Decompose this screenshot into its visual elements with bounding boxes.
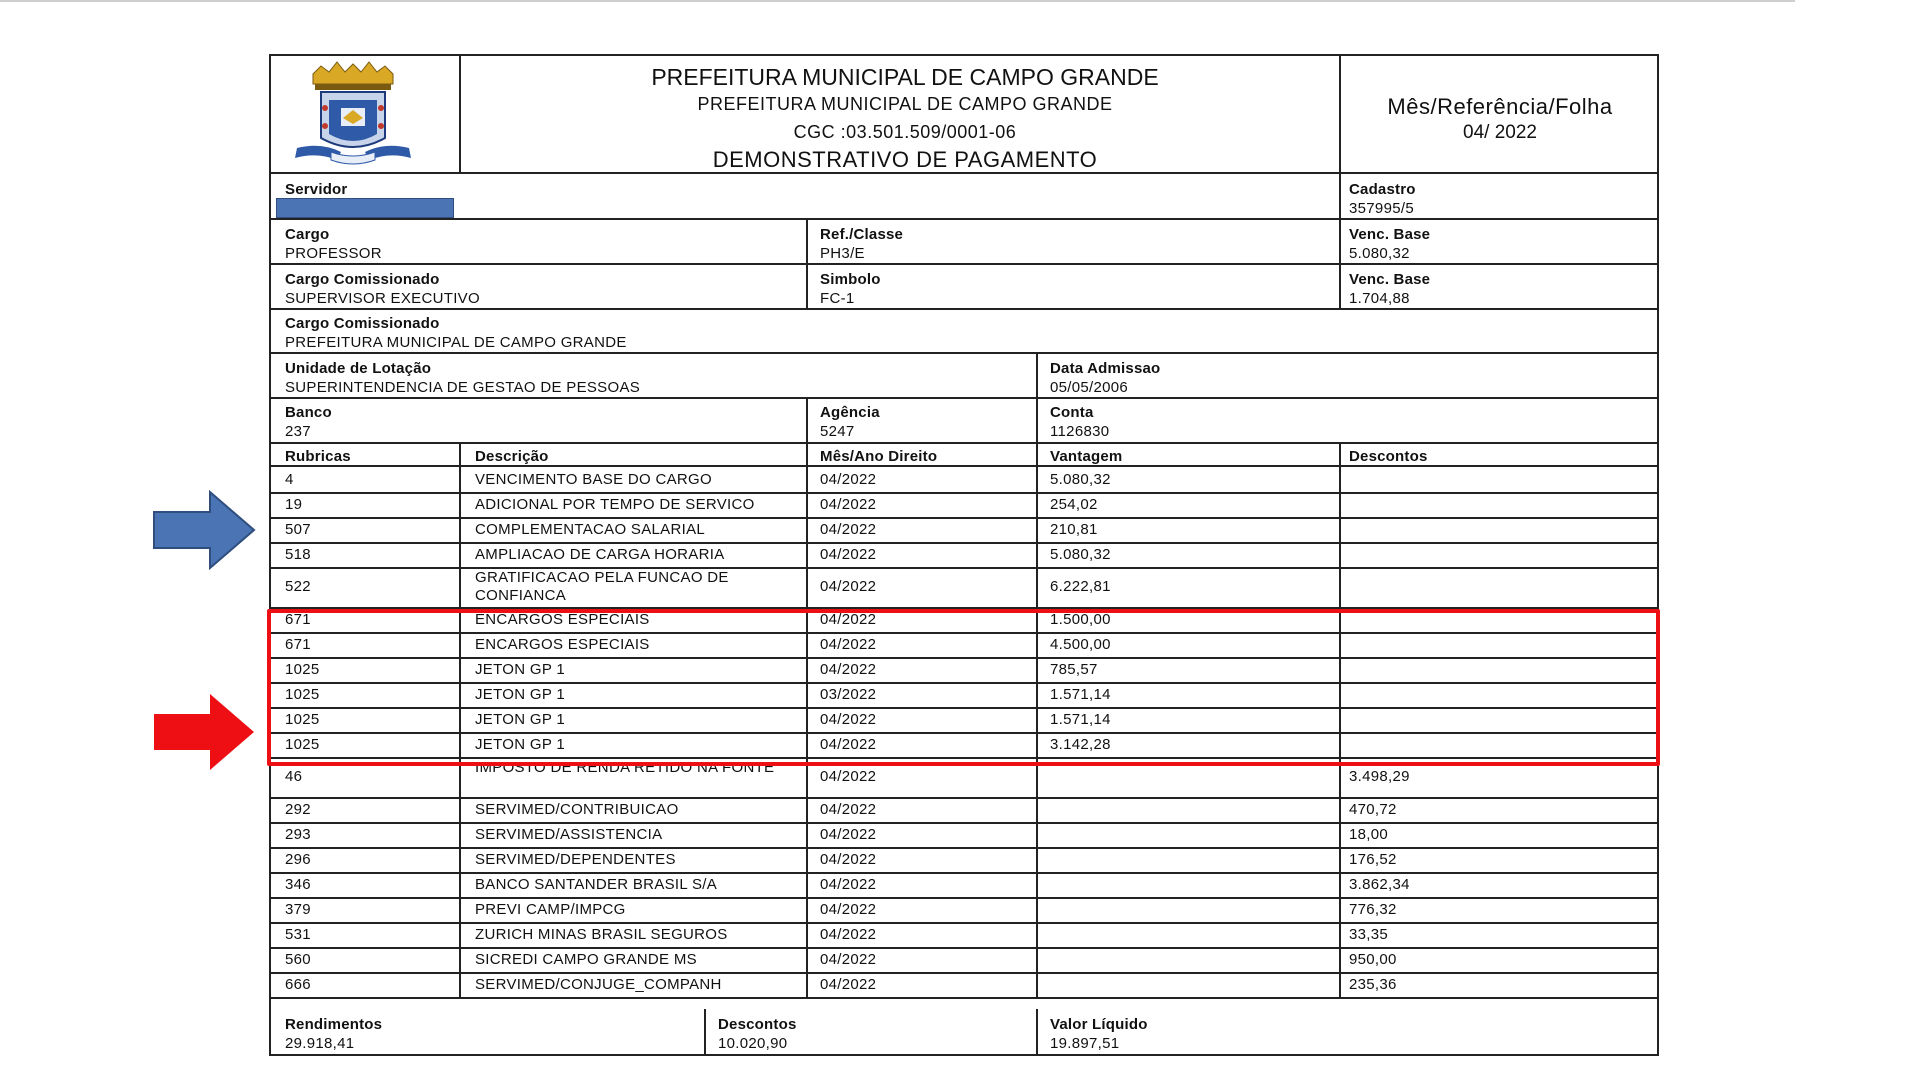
cell-desc: SERVIMED/DEPENDENTES <box>475 851 676 868</box>
cell-rub: 292 <box>285 801 311 818</box>
total-descontos-value: 10.020,90 <box>718 1035 788 1052</box>
cell-rub: 293 <box>285 826 311 843</box>
venc-base-value: 5.080,32 <box>1349 245 1410 262</box>
cell-mes: 04/2022 <box>820 951 877 968</box>
cell-desc: SICREDI CAMPO GRANDE MS <box>475 951 697 968</box>
top-divider <box>0 0 1795 2</box>
cell-mes: 04/2022 <box>820 546 877 563</box>
cell-vant: 1.571,14 <box>1050 686 1111 703</box>
redacted-name-bar <box>276 198 454 218</box>
cell-rub: 507 <box>285 521 311 538</box>
cell-rub: 531 <box>285 926 311 943</box>
cell-mes: 04/2022 <box>820 711 877 728</box>
reference-block <box>1341 56 1659 172</box>
col-header-rubricas: Rubricas <box>285 448 351 465</box>
header-line1: PREFEITURA MUNICIPAL DE CAMPO GRANDE <box>651 64 1159 90</box>
cell-descontos: 18,00 <box>1349 826 1389 843</box>
table-row-divider <box>271 922 1657 924</box>
cell-desc: IMPOSTO DE RENDA RETIDO NA FONTE <box>475 759 775 776</box>
cell-vant: 254,02 <box>1050 496 1098 513</box>
refclasse-value: PH3/E <box>820 245 865 262</box>
table-row-divider <box>271 492 1657 494</box>
cell-vant: 210,81 <box>1050 521 1098 538</box>
cell-rub: 4 <box>285 471 294 488</box>
venc-base-comissionado-label: Venc. Base <box>1349 271 1431 288</box>
cell-desc: ENCARGOS ESPECIAIS <box>475 636 650 653</box>
cell-vant: 4.500,00 <box>1050 636 1111 653</box>
cell-rub: 346 <box>285 876 311 893</box>
cell-desc: ENCARGOS ESPECIAIS <box>475 611 650 628</box>
cell-rub: 560 <box>285 951 311 968</box>
header-cgc: CGC :03.501.509/0001-06 <box>793 122 1017 142</box>
servidor-label: Servidor <box>285 181 348 198</box>
rendimentos-label: Rendimentos <box>285 1016 383 1033</box>
cell-desc: ZURICH MINAS BRASIL SEGUROS <box>475 926 728 943</box>
cell-desc: VENCIMENTO BASE DO CARGO <box>475 471 712 488</box>
cell-rub: 1025 <box>285 711 320 728</box>
cell-desc: SERVIMED/CONJUGE_COMPANH <box>475 976 722 993</box>
col-header-descontos: Descontos <box>1349 448 1428 465</box>
cell-mes: 04/2022 <box>820 521 877 538</box>
cargo-comissionado-label: Cargo Comissionado <box>285 271 440 288</box>
cell-desc: SERVIMED/CONTRIBUICAO <box>475 801 679 818</box>
table-row-divider <box>271 972 1657 974</box>
cell-desc: GRATIFICACAO PELA FUNCAO DE CONFIANCA <box>475 569 729 604</box>
cell-mes: 04/2022 <box>820 611 877 628</box>
table-row-divider <box>271 822 1657 824</box>
refclasse-label: Ref./Classe <box>820 226 904 243</box>
cell-desc: BANCO SANTANDER BRASIL S/A <box>475 876 718 893</box>
conta-value: 1126830 <box>1050 423 1110 440</box>
cell-vant: 3.142,28 <box>1050 736 1111 753</box>
table-row-divider <box>271 997 1657 999</box>
cell-rub: 518 <box>285 546 311 563</box>
cargo-comissionado2-value: PREFEITURA MUNICIPAL DE CAMPO GRANDE <box>285 334 627 351</box>
cell-vant: 1.571,14 <box>1050 711 1111 728</box>
cell-rub: 1025 <box>285 686 320 703</box>
rendimentos-value: 29.918,41 <box>285 1035 355 1052</box>
table-row-divider <box>271 517 1657 519</box>
simbolo-label: Simbolo <box>820 271 881 288</box>
valor-liquido-value: 19.897,51 <box>1050 1035 1120 1052</box>
coat-of-arms-icon <box>271 56 459 172</box>
cell-rub: 522 <box>285 578 311 595</box>
coat-of-arms <box>271 56 459 172</box>
reference-label: Mês/Referência/Folha <box>1387 94 1613 119</box>
total-descontos-label: Descontos <box>718 1016 797 1033</box>
cell-desc: SERVIMED/ASSISTENCIA <box>475 826 663 843</box>
blue-arrow-icon <box>152 490 256 570</box>
cargo-comissionado2-label: Cargo Comissionado <box>285 315 440 332</box>
banco-value: 237 <box>285 423 311 440</box>
admissao-value: 05/05/2006 <box>1050 379 1129 396</box>
cell-mes: 04/2022 <box>820 636 877 653</box>
cell-rub: 379 <box>285 901 311 918</box>
cell-descontos: 950,00 <box>1349 951 1397 968</box>
cell-vant: 1.500,00 <box>1050 611 1111 628</box>
cell-mes: 04/2022 <box>820 826 877 843</box>
payslip-sheet <box>269 54 1659 1056</box>
cell-descontos: 3.862,34 <box>1349 876 1410 893</box>
cell-mes: 03/2022 <box>820 686 877 703</box>
cell-vant: 785,57 <box>1050 661 1098 678</box>
cell-descontos: 33,35 <box>1349 926 1389 943</box>
banco-label: Banco <box>285 404 332 421</box>
cell-vant: 5.080,32 <box>1050 546 1111 563</box>
cargo-value: PROFESSOR <box>285 245 382 262</box>
cadastro-value: 357995/5 <box>1349 200 1414 217</box>
table-row-divider <box>271 847 1657 849</box>
cell-desc: AMPLIACAO DE CARGA HORARIA <box>475 546 725 563</box>
table-row-divider <box>271 797 1657 799</box>
cell-descontos: 176,52 <box>1349 851 1397 868</box>
cell-mes: 04/2022 <box>820 901 877 918</box>
agencia-value: 5247 <box>820 423 855 440</box>
header-line2: PREFEITURA MUNICIPAL DE CAMPO GRANDE <box>697 94 1113 114</box>
cell-descontos: 3.498,29 <box>1349 768 1410 785</box>
cell-desc: COMPLEMENTACAO SALARIAL <box>475 521 706 538</box>
col-header-mes-ano: Mês/Ano Direito <box>820 448 938 465</box>
reference-value: 04/ 2022 <box>1463 122 1537 143</box>
cell-rub: 46 <box>285 768 303 785</box>
cell-mes: 04/2022 <box>820 851 877 868</box>
cell-mes: 04/2022 <box>820 768 877 785</box>
cell-vant: 5.080,32 <box>1050 471 1111 488</box>
venc-base-comissionado-value: 1.704,88 <box>1349 290 1410 307</box>
cell-descontos: 470,72 <box>1349 801 1397 818</box>
cell-desc: JETON GP 1 <box>475 736 565 753</box>
cell-mes: 04/2022 <box>820 976 877 993</box>
table-row-divider <box>271 542 1657 544</box>
cell-desc: ADICIONAL POR TEMPO DE SERVICO <box>475 496 755 513</box>
table-row-divider <box>271 947 1657 949</box>
cell-mes: 04/2022 <box>820 876 877 893</box>
conta-label: Conta <box>1050 404 1094 421</box>
cell-desc: JETON GP 1 <box>475 686 565 703</box>
cargo-comissionado-value: SUPERVISOR EXECUTIVO <box>285 290 480 307</box>
cell-descontos: 235,36 <box>1349 976 1397 993</box>
cell-rub: 1025 <box>285 661 320 678</box>
cell-desc: JETON GP 1 <box>475 711 565 728</box>
cell-desc: PREVI CAMP/IMPCG <box>475 901 626 918</box>
cell-rub: 671 <box>285 611 311 628</box>
venc-base-label: Venc. Base <box>1349 226 1431 243</box>
cell-rub: 671 <box>285 636 311 653</box>
red-arrow-icon <box>152 692 256 772</box>
unidade-value: SUPERINTENDENCIA DE GESTAO DE PESSOAS <box>285 379 641 396</box>
cadastro-label: Cadastro <box>1349 181 1416 198</box>
cell-mes: 04/2022 <box>820 578 877 595</box>
cell-mes: 04/2022 <box>820 736 877 753</box>
col-header-vantagem: Vantagem <box>1050 448 1123 465</box>
cell-rub: 296 <box>285 851 311 868</box>
table-row-divider <box>271 897 1657 899</box>
agencia-label: Agência <box>820 404 880 421</box>
valor-liquido-label: Valor Líquido <box>1050 1016 1148 1033</box>
cell-mes: 04/2022 <box>820 926 877 943</box>
simbolo-value: FC-1 <box>820 290 855 307</box>
cell-descontos: 776,32 <box>1349 901 1397 918</box>
header-title-block <box>461 56 1349 172</box>
cell-rub: 1025 <box>285 736 320 753</box>
highlight-box <box>267 609 1660 766</box>
cargo-label: Cargo <box>285 226 330 243</box>
col-header-descricao: Descrição <box>475 448 549 465</box>
unidade-label: Unidade de Lotação <box>285 360 432 377</box>
cell-mes: 04/2022 <box>820 661 877 678</box>
cell-vant: 6.222,81 <box>1050 578 1111 595</box>
cell-mes: 04/2022 <box>820 471 877 488</box>
document-title: DEMONSTRATIVO DE PAGAMENTO <box>712 147 1098 172</box>
cell-rub: 666 <box>285 976 311 993</box>
cell-rub: 19 <box>285 496 303 513</box>
cell-mes: 04/2022 <box>820 801 877 818</box>
cell-desc: JETON GP 1 <box>475 661 565 678</box>
cell-mes: 04/2022 <box>820 496 877 513</box>
admissao-label: Data Admissao <box>1050 360 1161 377</box>
table-row-divider <box>271 872 1657 874</box>
